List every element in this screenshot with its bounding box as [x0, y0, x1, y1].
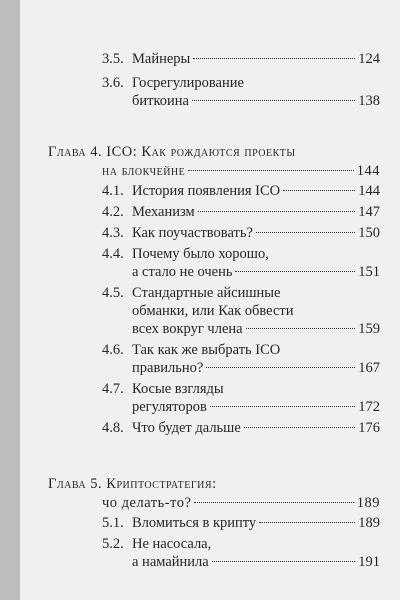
toc-entry-4-4-cont	[132, 263, 380, 281]
dot-leader	[198, 211, 356, 212]
toc-entry-number: 3.6.	[102, 75, 124, 91]
toc-entry-5-1	[102, 514, 380, 532]
toc-entry-title: регуляторов	[132, 399, 207, 415]
chapter-title: на блокчейне	[102, 163, 186, 179]
dot-leader	[244, 427, 355, 428]
toc-entry-title: Майнеры	[132, 51, 191, 67]
toc-entry-title: Как поучаствовать?	[132, 225, 253, 241]
toc-entry-4-7-cont	[132, 398, 380, 416]
dot-leader	[283, 190, 355, 191]
toc-entry-number: 4.6.	[102, 342, 124, 358]
toc-entry-3-6	[102, 74, 380, 92]
toc-entry-title: обманки, или Как обвести	[132, 303, 294, 319]
toc-entry-page: 138	[358, 93, 380, 109]
toc-entry-page: 176	[358, 420, 380, 436]
toc-entry-title: биткоина	[132, 93, 189, 109]
toc-entry-number: 4.4.	[102, 246, 124, 262]
toc-entry-4-7	[102, 380, 380, 398]
dot-leader	[210, 406, 355, 407]
toc-entry-number: 4.8.	[102, 420, 124, 436]
toc-entry-page: 172	[358, 399, 380, 415]
toc-entry-4-3	[102, 224, 380, 242]
toc-entry-title: Косые взгляды	[132, 381, 224, 397]
toc-entry-4-5	[102, 284, 380, 302]
dot-leader	[256, 232, 355, 233]
chapter-4-heading	[48, 143, 380, 161]
chapter-title: Глава 5. Криптостратегия:	[48, 476, 217, 492]
chapter-page: 189	[356, 495, 380, 511]
toc-entry-title: Не насосала,	[132, 536, 212, 552]
toc-entry-5-2	[102, 535, 380, 553]
toc-entry-number: 5.2.	[102, 536, 124, 552]
toc-entry-page: 150	[358, 225, 380, 241]
toc-entry-4-5-cont1	[132, 302, 380, 320]
toc-entry-page: 191	[358, 554, 380, 570]
toc-entry-title: Так как же выбрать ICO	[132, 342, 281, 358]
toc-entry-title: История появления ICO	[132, 183, 281, 199]
toc-entry-page: 159	[358, 321, 380, 337]
toc-entry-number: 5.1.	[102, 515, 124, 531]
toc-entry-number: 4.5.	[102, 285, 124, 301]
toc-entry-page: 144	[358, 183, 380, 199]
toc-entry-number: 4.2.	[102, 204, 124, 220]
toc-entry-page: 189	[358, 515, 380, 531]
book-spine-shadow	[0, 0, 20, 600]
toc-entry-page: 151	[358, 264, 380, 280]
toc-entry-4-1	[102, 182, 380, 200]
toc-entry-page: 124	[358, 51, 380, 67]
toc-entry-title: а стало не очень	[132, 264, 233, 280]
toc-entry-title: Госрегулирование	[132, 75, 244, 91]
toc-entry-4-4	[102, 245, 380, 263]
dot-leader	[212, 561, 356, 562]
toc-entry-number: 3.5.	[102, 51, 124, 67]
chapter-title: чо делать-то?	[102, 495, 192, 511]
toc-entry-3-5	[102, 50, 380, 68]
toc-entry-4-6-cont	[132, 359, 380, 377]
book-page	[20, 0, 400, 600]
toc-entry-4-8	[102, 419, 380, 437]
chapter-5-heading	[48, 475, 380, 493]
toc-entry-title: Стандартные айсишные	[132, 285, 281, 301]
dot-leader	[188, 170, 353, 171]
toc-entry-page: 147	[358, 204, 380, 220]
dot-leader	[246, 328, 356, 329]
toc-entry-3-6-cont	[132, 92, 380, 110]
toc-entry-5-2-cont	[132, 553, 380, 571]
toc-entry-title: а намайнила	[132, 554, 209, 570]
dot-leader	[194, 502, 353, 503]
toc-entry-4-6	[102, 341, 380, 359]
toc-entry-number: 4.1.	[102, 183, 124, 199]
toc-entry-4-5-cont2	[132, 320, 380, 338]
toc-entry-title: Механизм	[132, 204, 195, 220]
toc-entry-title: Вломиться в крипту	[132, 515, 257, 531]
chapter-5-heading-cont	[102, 494, 380, 512]
chapter-page: 144	[356, 163, 380, 179]
dot-leader	[259, 522, 355, 523]
dot-leader	[192, 100, 355, 101]
toc-entry-page: 167	[358, 360, 380, 376]
toc-entry-title: всех вокруг члена	[132, 321, 243, 337]
toc-entry-title: Почему было хорошо,	[132, 246, 269, 262]
toc-entry-title: правильно?	[132, 360, 204, 376]
dot-leader	[206, 367, 355, 368]
toc-entry-number: 4.7.	[102, 381, 124, 397]
chapter-4-heading-cont	[102, 162, 380, 180]
toc-entry-title: Что будет дальше	[132, 420, 241, 436]
dot-leader	[235, 271, 355, 272]
dot-leader	[193, 58, 355, 59]
toc-entry-number: 4.3.	[102, 225, 124, 241]
chapter-title: Глава 4. ICO: Как рождаются проекты	[48, 144, 296, 160]
toc-entry-4-2	[102, 203, 380, 221]
